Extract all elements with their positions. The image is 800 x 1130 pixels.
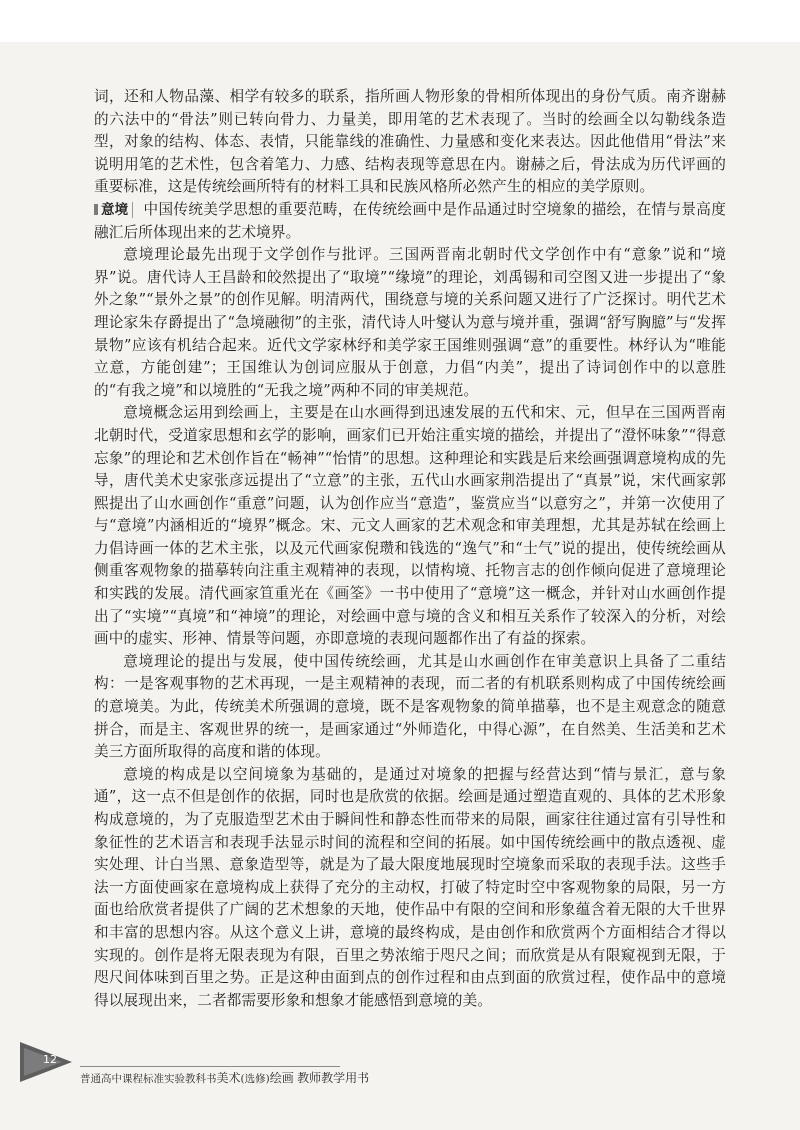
term-entry-yijing [94,199,726,244]
paragraph-bone-method: 词，还和人物品藻、相学有较多的联系，指所画人物形象的骨相所体现出的身份气质。南齐谢赫的六法中的“骨法”则已转向骨力、力量美，即用笔的艺术表现了。当时的绘画全以勾勒线条造型，对象的结构、体态、表情，只能靠线的准确性、力量感和变化来表达。因此他借用“骨法”来说明用笔的艺术性，包含着笔力、力感、结构表现等意思在内。谢赫之后，骨法成为历代评画的重要标准，这是传统绘画所特有的材料工具和民族风格所必然产生的相应的美学原则。 [94,88,726,196]
footer-subject: 美术 [216,1071,241,1085]
paragraph-yijing-composition: 意境的构成是以空间境象为基础的，是通过对境象的把握与经营达到“情与景汇，意与象通”，这一点不但是创作的依据，同时也是欣赏的依据。绘画是通过塑造直观的、具体的艺术形象构成意境的，为了克服造型艺术由于瞬间性和静态性而带来的局限，画家往往通过富有引导性和象征性的艺术语言和表现手法显示时间的流程和空间的拓展。如中国传统绘画中的散点透视、虚实处理、计白当黑、意象造型等，就是为了最大限度地展现时空境象而采取的表现手法。这些手法一方面使画家在意境构成上获得了充分的主动权，打破了特定时空中客观物象的局限，另一方面也给欣赏者提供了广阔的艺术想象的天地，使作品中有限的空间和形象蕴含着无限的大千世界和丰富的思想内容。从这个意义上讲，意境的最终构成，是由创作和欣赏两个方面相结合才得以实现的。创作是将无限表现为有限，百里之势浓缩于咫尺之间；而欣赏是从有限窥视到无限，于咫尺间体味到百里之势。正是这种由面到点的创作过程和由点到面的欣赏过程，使作品中的意境得以展现出来，二者都需要形象和想象才能感悟到意境的美。 [94,765,726,1009]
footer-rule [80,1066,340,1067]
term-definition: 中国传统美学思想的重要范畴，在传统绘画中是作品通过时空境象的描绘，在情与景高度融汇后所体现出来的艺术境界。 [94,200,726,241]
footer-title: 绘画 [269,1071,294,1085]
footer-suffix: 教师教学用书 [297,1071,370,1085]
top-margin [0,0,800,42]
footer-module: (选修) [240,1073,270,1085]
term-marker-icon [94,204,98,215]
page-body [94,86,726,1012]
page-footer [0,1042,800,1090]
paragraph-yijing-literature: 意境理论最先出现于文学创作与批评。三国两晋南北朝时代文学创作中有“意象”说和“境界”说。唐代诗人王昌龄和皎然提出了“取境”“缘境”的理论，刘禹锡和司空图又进一步提出了“象外之象”“景外之景”的创作见解。明清两代，围绕意与境的关系问题又进行了广泛探讨。明代艺术理论家朱存爵提出了“急境融彻”的主张，清代诗人叶燮认为意与境并重，强调“舒写胸臆”与“发挥景物”应该有机结合起来。近代文学家林纾和美学家王国维则强调“意”的重要性。林纾认为“唯能立意，方能创建”；王国维认为创词应服从于创意，力倡“内美”，提出了诗词创作中的以意胜的“有我之境”和以境胜的“无我之境”两种不同的审美规范。 [94,246,726,399]
footer-series: 普通高中课程标准实验教科书 [80,1073,217,1085]
page-number: 12 [43,1053,57,1066]
footer-book-title [80,1069,369,1086]
paragraph-yijing-structure: 意境理论的提出与发展，使中国传统绘画，尤其是山水画创作在审美意识上具备了二重结构：一是客观事物的艺术再现，一是主观精神的表现，而二者的有机联系则构成了中国传统绘画的意境美。为此，传统美术所强调的意境，既不是客观物象的简单描摹，也不是主观意念的随意拼合，而是主、客观世界的统一，是画家通过“外师造化，中得心源”，在自然美、生活美和艺术美三方面所取得的高度和谐的体现。 [94,652,726,761]
term-label: 意境 [100,202,133,218]
paragraph-yijing-painting: 意境概念运用到绘画上，主要是在山水画得到迅速发展的五代和宋、元，但早在三国两晋南北朝时代，受道家思想和玄学的影响，画家们已开始注重实境的描绘，并提出了“澄怀味象”“得意忘象”的理论和艺术创作旨在“畅神”“怡情”的思想。这种理论和实践是后来绘画强调意境构成的先导，唐代美术史家张彦远提出了“立意”的主张，五代山水画家荆浩提出了“真景”说，宋代画家郭熙提出了山水画创作“重意”问题，认为创作应当“意造”，鉴赏应当“以意穷之”，并第一次使用了与“意境”内涵相近的“境界”概念。宋、元文人画家的艺术观念和审美理想，尤其是苏轼在绘画上力倡诗画一体的艺术主张，以及元代画家倪瓒和钱选的“逸气”和“士气”说的提出，使传统绘画从侧重客观物象的描摹转向注重主观精神的表现，以情构境、托物言志的创作倾向促进了意境理论和实践的发展。清代画家笪重光在《画筌》一书中使用了“意境”这一概念，并针对山水画创作提出了“实境”“真境”和“神境”的理论，对绘画中意与境的含义和相互关系作了较深入的分析，对绘画中的虚实、形神、情景等问题，亦即意境的表现问题都作出了有益的探索。 [94,404,726,648]
